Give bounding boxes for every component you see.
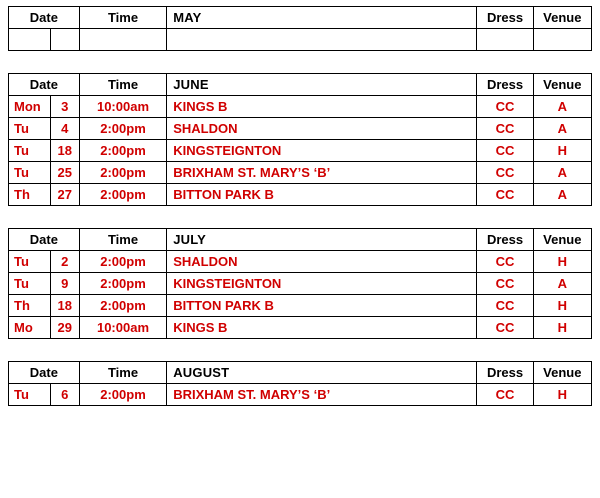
month-title: AUGUST xyxy=(167,362,477,384)
column-header-date: Date xyxy=(9,362,80,384)
table-row xyxy=(9,96,592,118)
row-day: Tu xyxy=(9,162,51,184)
row-date-number: 29 xyxy=(50,317,79,339)
row-event: KINGSTEIGNTON xyxy=(167,140,477,162)
row-event: KINGS B xyxy=(167,96,477,118)
row-date-number: 3 xyxy=(50,96,79,118)
row-day: Tu xyxy=(9,140,51,162)
column-header-time: Time xyxy=(79,74,166,96)
row-venue: H xyxy=(533,295,591,317)
row-event xyxy=(167,29,477,51)
column-header-dress: Dress xyxy=(477,229,533,251)
row-time: 10:00am xyxy=(79,96,166,118)
column-header-venue: Venue xyxy=(533,7,591,29)
month-table-june xyxy=(8,73,592,206)
row-time: 2:00pm xyxy=(79,140,166,162)
table-row xyxy=(9,140,592,162)
row-event: BRIXHAM ST. MARY’S ‘B’ xyxy=(167,384,477,406)
row-venue: A xyxy=(533,96,591,118)
row-dress: CC xyxy=(477,384,533,406)
row-dress: CC xyxy=(477,251,533,273)
column-header-date: Date xyxy=(9,74,80,96)
table-header-row xyxy=(9,7,592,29)
row-time: 2:00pm xyxy=(79,118,166,140)
table-row xyxy=(9,295,592,317)
row-day: Tu xyxy=(9,273,51,295)
row-dress: CC xyxy=(477,273,533,295)
row-date-number: 2 xyxy=(50,251,79,273)
row-venue: H xyxy=(533,140,591,162)
row-time xyxy=(79,29,166,51)
table-row xyxy=(9,273,592,295)
column-header-venue: Venue xyxy=(533,362,591,384)
row-time: 2:00pm xyxy=(79,162,166,184)
table-row xyxy=(9,162,592,184)
row-day: Tu xyxy=(9,384,51,406)
row-day: Th xyxy=(9,184,51,206)
column-header-date: Date xyxy=(9,229,80,251)
row-dress: CC xyxy=(477,295,533,317)
row-venue: H xyxy=(533,384,591,406)
month-table-may xyxy=(8,6,592,51)
month-title: MAY xyxy=(167,7,477,29)
table-row xyxy=(9,251,592,273)
column-header-dress: Dress xyxy=(477,362,533,384)
row-dress: CC xyxy=(477,96,533,118)
month-table-august xyxy=(8,361,592,406)
row-time: 2:00pm xyxy=(79,295,166,317)
row-day: Mo xyxy=(9,317,51,339)
row-event: SHALDON xyxy=(167,251,477,273)
row-day: Th xyxy=(9,295,51,317)
row-event: BITTON PARK B xyxy=(167,184,477,206)
column-header-time: Time xyxy=(79,362,166,384)
row-event: SHALDON xyxy=(167,118,477,140)
row-date-number: 9 xyxy=(50,273,79,295)
row-event: BITTON PARK B xyxy=(167,295,477,317)
row-date-number xyxy=(50,29,79,51)
row-dress xyxy=(477,29,533,51)
column-header-dress: Dress xyxy=(477,74,533,96)
row-date-number: 6 xyxy=(50,384,79,406)
row-date-number: 18 xyxy=(50,295,79,317)
table-row xyxy=(9,118,592,140)
row-day xyxy=(9,29,51,51)
column-header-venue: Venue xyxy=(533,229,591,251)
row-event: KINGSTEIGNTON xyxy=(167,273,477,295)
row-date-number: 27 xyxy=(50,184,79,206)
row-dress: CC xyxy=(477,118,533,140)
table-header-row xyxy=(9,362,592,384)
row-day: Tu xyxy=(9,118,51,140)
table-header-row xyxy=(9,74,592,96)
table-row xyxy=(9,317,592,339)
row-dress: CC xyxy=(477,162,533,184)
row-venue: A xyxy=(533,184,591,206)
row-time: 10:00am xyxy=(79,317,166,339)
row-dress: CC xyxy=(477,140,533,162)
month-title: JUNE xyxy=(167,74,477,96)
row-event: KINGS B xyxy=(167,317,477,339)
row-dress: CC xyxy=(477,184,533,206)
row-time: 2:00pm xyxy=(79,251,166,273)
column-header-time: Time xyxy=(79,7,166,29)
column-header-date: Date xyxy=(9,7,80,29)
row-day: Tu xyxy=(9,251,51,273)
month-table-july xyxy=(8,228,592,339)
row-time: 2:00pm xyxy=(79,384,166,406)
row-venue: A xyxy=(533,118,591,140)
row-time: 2:00pm xyxy=(79,273,166,295)
row-dress: CC xyxy=(477,317,533,339)
row-venue xyxy=(533,29,591,51)
table-header-row xyxy=(9,229,592,251)
row-date-number: 4 xyxy=(50,118,79,140)
row-venue: A xyxy=(533,162,591,184)
table-row xyxy=(9,384,592,406)
row-venue: A xyxy=(533,273,591,295)
row-time: 2:00pm xyxy=(79,184,166,206)
row-event: BRIXHAM ST. MARY’S ‘B’ xyxy=(167,162,477,184)
table-row xyxy=(9,29,592,51)
column-header-dress: Dress xyxy=(477,7,533,29)
row-date-number: 18 xyxy=(50,140,79,162)
row-day: Mon xyxy=(9,96,51,118)
table-row xyxy=(9,184,592,206)
column-header-venue: Venue xyxy=(533,74,591,96)
row-venue: H xyxy=(533,251,591,273)
column-header-time: Time xyxy=(79,229,166,251)
row-venue: H xyxy=(533,317,591,339)
row-date-number: 25 xyxy=(50,162,79,184)
month-title: JULY xyxy=(167,229,477,251)
